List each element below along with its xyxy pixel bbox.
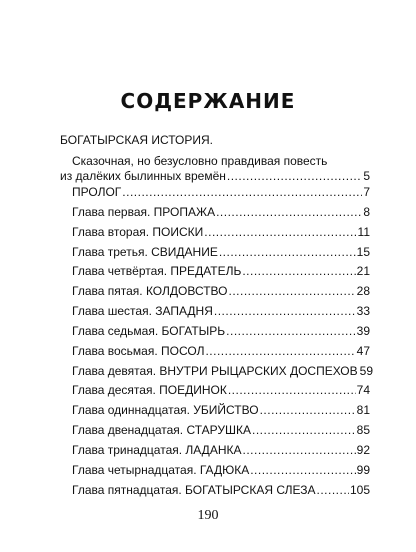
- toc-entry: [72, 304, 370, 324]
- leader-dots: [242, 443, 355, 457]
- toc-entry: [72, 324, 370, 344]
- toc-entry: [72, 423, 370, 443]
- page-number: 28: [356, 284, 370, 299]
- toc-entry-title: Глава третья. СВИДАНИЕ: [72, 244, 218, 259]
- toc-entry-title: Глава пятнадцатая. БОГАТЫРСКАЯ СЛЕЗА: [72, 482, 316, 497]
- toc-entry: [72, 363, 374, 384]
- toc-entry-title: Глава вторая. ПОИСКИ: [72, 224, 204, 239]
- page-number: 92: [356, 442, 370, 457]
- page-number: 105: [349, 482, 370, 497]
- page-number: 47: [356, 343, 370, 358]
- page-number: 5: [363, 169, 370, 183]
- leader-dots: [242, 264, 355, 278]
- toc-entry: [72, 225, 370, 245]
- toc-entry-title: Глава двенадцатая. СТАРУШКА: [72, 423, 252, 438]
- toc-entry-title: Глава первая. ПРОПАЖА: [72, 204, 216, 219]
- page-number: 11: [357, 224, 370, 239]
- leader-dots: [227, 169, 362, 183]
- page-number: 7: [363, 185, 370, 199]
- intro-subtitle-continued: из далёких былинных времён: [60, 169, 226, 183]
- toc-entry: [72, 284, 370, 304]
- toc-entry: [72, 383, 370, 403]
- leader-dots: [250, 463, 355, 477]
- leader-dots: [216, 205, 362, 219]
- table-of-contents: [72, 185, 374, 503]
- page-number: 21: [356, 264, 370, 279]
- toc-entry: [72, 185, 370, 205]
- leader-dots: [260, 403, 356, 417]
- toc-entry: [72, 205, 370, 225]
- toc-entry-title: Глава одиннадцатая. УБИЙСТВО: [72, 403, 259, 418]
- leader-dots: [226, 324, 355, 338]
- toc-entry: [72, 483, 370, 503]
- toc-entry-title: Глава шестая. ЗАПАДНЯ: [72, 304, 213, 319]
- leader-dots: [228, 284, 355, 298]
- page-number: 8: [363, 204, 370, 219]
- toc-entry-title: Глава десятая. ПОЕДИНОК: [72, 383, 227, 398]
- page-number: 74: [356, 383, 370, 398]
- toc-entry-title: Глава девятая. ВНУТРИ РЫЦАРСКИХ ДОСПЕХОВ: [72, 363, 358, 378]
- leader-dots: [219, 245, 356, 259]
- toc-entry: [72, 264, 370, 284]
- toc-entry-title: Глава четырнадцатая. ГАДЮКА: [72, 462, 250, 477]
- page-number: 85: [356, 423, 370, 438]
- intro-title: БОГАТЫРСКАЯ ИСТОРИЯ.: [60, 133, 213, 147]
- page-number: 33: [356, 304, 370, 319]
- toc-entry: [72, 245, 370, 265]
- leader-dots: [252, 423, 356, 437]
- toc-entry: [72, 443, 370, 463]
- intro-entry: [60, 169, 370, 183]
- leader-dots: [316, 483, 348, 497]
- intro-subtitle: Сказочная, но безусловно правдивая повесть: [72, 154, 328, 168]
- toc-entry-title: ПРОЛОГ: [72, 185, 122, 199]
- toc-entry-title: Глава четвёртая. ПРЕДАТЕЛЬ: [72, 264, 242, 279]
- toc-entry-title: Глава пятая. КОЛДОВСТВО: [72, 284, 228, 299]
- toc-entry-title: Глава седьмая. БОГАТЫРЬ: [72, 323, 226, 338]
- leader-dots: [205, 344, 355, 358]
- leader-dots: [228, 383, 356, 397]
- page-number: 59: [359, 363, 374, 378]
- page-number: 15: [356, 244, 370, 259]
- page-number: 81: [356, 403, 370, 418]
- toc-entry: [72, 344, 370, 364]
- page-number: 99: [356, 462, 370, 477]
- leader-dots: [122, 185, 362, 199]
- toc-entry: [72, 403, 370, 423]
- page-title: СОДЕРЖАНИЕ: [120, 89, 296, 113]
- leader-dots: [214, 304, 356, 318]
- page-folio: 190: [197, 508, 219, 523]
- leader-dots: [204, 225, 356, 239]
- toc-entry: [72, 463, 370, 483]
- toc-entry-title: Глава восьмая. ПОСОЛ: [72, 343, 205, 358]
- toc-entry-title: Глава тринадцатая. ЛАДАНКА: [72, 442, 242, 457]
- page-number: 39: [356, 323, 370, 338]
